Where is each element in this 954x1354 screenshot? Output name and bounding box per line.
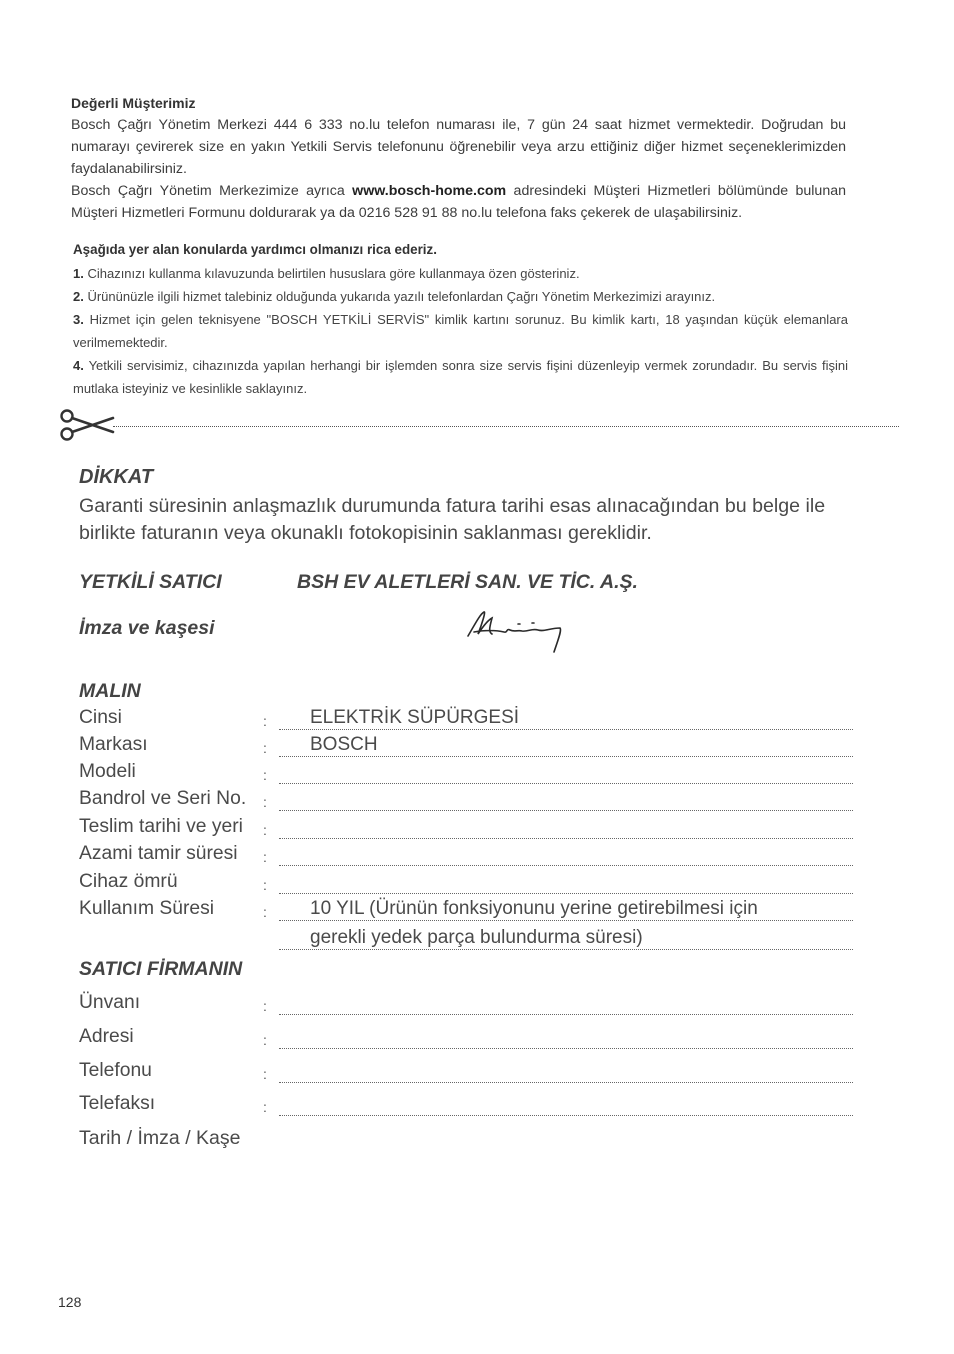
dotted-line[interactable]	[279, 865, 853, 866]
dotted-cut-line	[113, 426, 899, 427]
handwritten-signature	[462, 606, 572, 661]
help-heading: Aşağıda yer alan konularda yardımcı olmanızı rica ederiz.	[73, 242, 437, 257]
scissors-icon	[57, 404, 117, 449]
help-item-text: Ürününüzle ilgili hizmet talebiniz olduğunda yukarıda yazılı telefonlardan Çağrı Yönetim Merkezimizi arayınız.	[83, 289, 716, 304]
help-item-1	[73, 262, 848, 285]
field-colon: :	[263, 713, 267, 729]
field-value: ELEKTRİK SÜPÜRGESİ	[310, 707, 520, 728]
field-colon: :	[263, 849, 267, 865]
dotted-line[interactable]	[279, 810, 853, 811]
help-item-number: 3.	[73, 312, 84, 327]
website-link[interactable]: www.bosch-home.com	[352, 183, 507, 199]
dotted-line[interactable]	[279, 756, 853, 757]
field-label: Bandrol ve Seri No.	[79, 788, 247, 809]
help-item-text: Yetkili servisimiz, cihazınızda yapılan herhangi bir işlemden sonra size servis fişini düzenleyip vermek zorundadır. Bu servis fişini mutlaka isteyiniz ve kesinlikle saklayınız.	[73, 358, 848, 396]
help-item-2	[73, 285, 848, 308]
cut-line	[57, 404, 899, 444]
field-row-model	[79, 761, 853, 789]
field-row-brand	[79, 734, 853, 762]
field-colon: :	[263, 877, 267, 893]
field-row-seller-fax	[79, 1093, 853, 1121]
field-label: Telefonu	[79, 1060, 152, 1081]
field-colon: :	[263, 794, 267, 810]
field-row-usage-period	[79, 898, 853, 926]
dealer-name: BSH EV ALETLERİ SAN. VE TİC. A.Ş.	[297, 571, 638, 593]
field-label: Ünvanı	[79, 992, 141, 1013]
dotted-line[interactable]	[279, 1014, 853, 1015]
field-row-delivery	[79, 816, 853, 844]
intro-heading: Değerli Müşterimiz	[71, 95, 196, 111]
field-row-seller-phone	[79, 1060, 853, 1088]
field-colon: :	[263, 822, 267, 838]
help-item-3	[73, 308, 848, 354]
signature-label: İmza ve kaşesi	[79, 617, 215, 639]
field-label: Markası	[79, 734, 148, 755]
dotted-line[interactable]	[279, 729, 853, 730]
field-row-lifetime	[79, 871, 853, 899]
field-label: Teslim tarihi ve yeri	[79, 816, 243, 837]
field-colon: :	[263, 740, 267, 756]
help-item-number: 4.	[73, 358, 84, 373]
dotted-line[interactable]	[279, 920, 853, 921]
intro-paragraph-2	[71, 180, 846, 224]
field-row-usage-continuation	[279, 927, 853, 955]
dikkat-text: Garanti süresinin anlaşmazlık durumunda fatura tarihi esas alınacağından bu belge ile birlikte faturanın veya okunaklı fotokopisinin saklanması gereklidir.	[79, 495, 826, 544]
dotted-line[interactable]	[279, 1048, 853, 1049]
field-label: Modeli	[79, 761, 136, 782]
product-section-title: MALIN	[79, 680, 141, 702]
field-colon: :	[263, 1032, 267, 1048]
field-value: BOSCH	[310, 734, 378, 755]
dotted-line[interactable]	[279, 1115, 853, 1116]
dealer-label: YETKİLİ SATICI	[79, 571, 222, 593]
field-value: gerekli yedek parça bulundurma süresi)	[310, 927, 643, 948]
field-colon: :	[263, 998, 267, 1014]
page-number: 128	[58, 1294, 82, 1310]
dikkat-title: DİKKAT	[79, 466, 154, 488]
field-label: Azami tamir süresi	[79, 843, 238, 864]
dotted-line[interactable]	[279, 1082, 853, 1083]
field-label: Cinsi	[79, 707, 122, 728]
help-item-text: Cihazınızı kullanma kılavuzunda belirtilen hususlara göre kullanmaya özen gösteriniz.	[83, 266, 580, 281]
field-row-seller-title	[79, 992, 853, 1020]
intro-p2-after: adresindeki Müşteri Hizmetleri bölümünde bulunan Müşteri Hizmetleri Formunu doldurarak ya da 0216 528 91 88 no.lu telefona faks çekerek de ulaşabilirsiniz.	[71, 183, 846, 221]
field-colon: :	[263, 1099, 267, 1115]
intro-p2-before: Bosch Çağrı Yönetim Merkezimize ayrıca	[71, 183, 353, 199]
field-row-type	[79, 707, 853, 735]
intro-section	[71, 92, 846, 224]
field-value: 10 YIL (Ürünün fonksiyonunu yerine getirebilmesi için	[310, 898, 758, 919]
help-section	[73, 238, 848, 400]
help-item-text: Hizmet için gelen teknisyene "BOSCH YETKİLİ SERVİS" kimlik kartını sorunuz. Bu kimlik kartı, 18 yaşından küçük elemanlara verilmemektedir.	[73, 312, 848, 350]
field-label: Telefaksı	[79, 1093, 156, 1114]
help-item-number: 2.	[73, 289, 84, 304]
dotted-line[interactable]	[279, 838, 853, 839]
field-label: Cihaz ömrü	[79, 871, 178, 892]
dotted-line[interactable]	[279, 783, 853, 784]
field-row-seller-address	[79, 1026, 853, 1054]
field-colon: :	[263, 904, 267, 920]
date-signature-stamp-label: Tarih / İmza / Kaşe	[79, 1127, 241, 1149]
field-label: Kullanım Süresi	[79, 898, 215, 919]
field-label: Adresi	[79, 1026, 134, 1047]
field-colon: :	[263, 1066, 267, 1082]
dotted-line[interactable]	[279, 949, 853, 950]
field-colon: :	[263, 767, 267, 783]
dotted-line[interactable]	[279, 893, 853, 894]
field-row-repair-time	[79, 843, 853, 871]
field-row-serial	[79, 788, 853, 816]
help-item-number: 1.	[73, 266, 84, 281]
seller-section-title: SATICI FİRMANIN	[79, 958, 243, 980]
intro-paragraph-1: Bosch Çağrı Yönetim Merkezi 444 6 333 no.lu telefon numarası ile, 7 gün 24 saat hizmet vermektedir. Doğrudan bu numarayı çevirerek size en yakın Yetkili Servis telefonunu öğrenebilir veya arzu ettiğiniz diğer hizmet seçeneklerimizden faydalanabilirsiniz.	[71, 117, 846, 177]
help-item-4	[73, 354, 848, 400]
